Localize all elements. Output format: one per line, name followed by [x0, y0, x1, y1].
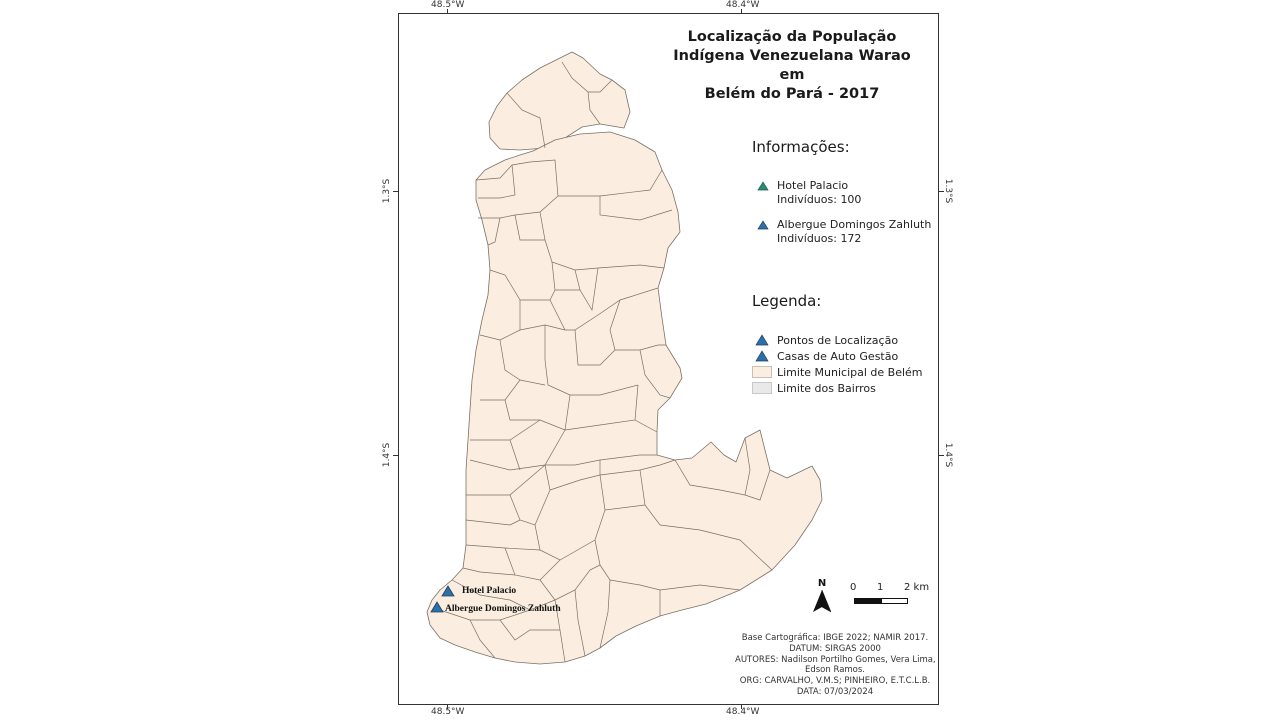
graticule-label-top-lon2: 48.4°W: [726, 0, 760, 10]
north-letter: N: [817, 578, 827, 589]
triangle-blue-icon: [757, 220, 769, 230]
info-item-count: Indivíduos: 100: [777, 193, 862, 206]
map-title-line: Indígena Venezuelana Warao em: [673, 48, 911, 83]
map-title-line: Localização da População: [687, 29, 897, 45]
north-arrow: [810, 578, 834, 614]
info-item-count: Indivíduos: 172: [777, 232, 862, 245]
info-item-name: Hotel Palacio: [777, 179, 849, 192]
credit-line: DATUM: SIRGAS 2000: [789, 643, 881, 654]
credit-line: AUTORES: Nadilson Portilho Gomes, Vera Lima,: [735, 654, 936, 665]
triangle-teal-icon: [757, 181, 769, 191]
map-credits: [735, 633, 935, 698]
legend-item-casas: [752, 349, 898, 363]
beige-swatch-icon: [752, 366, 772, 378]
info-item-hotel: [777, 179, 861, 207]
info-heading: Informações:: [752, 138, 850, 156]
credit-line: DATA: 07/03/2024: [796, 686, 874, 697]
triangle-blue-icon: [752, 334, 772, 346]
scale-segment-dark: [854, 598, 881, 604]
grey-swatch-icon: [752, 382, 772, 394]
scale-bar: [850, 580, 940, 610]
scale-tick-0: 0: [850, 582, 857, 593]
map-title-line: Belém do Pará - 2017: [704, 86, 880, 102]
graticule-label-bottom-lon1: 48.5°W: [431, 707, 465, 717]
legend-item-pontos: [752, 333, 898, 347]
legend-item-label: Casas de Auto Gestão: [777, 349, 899, 363]
legend-item-limite-bairros: [752, 381, 876, 395]
legend-item-label: Limite Municipal de Belém: [777, 365, 923, 379]
graticule-label-right-lat1: 1.3°S: [943, 178, 953, 204]
scale-tick-2: 2 km: [904, 582, 930, 593]
legend-item-limite-municipal: [752, 365, 923, 379]
legend-item-label: Pontos de Localização: [777, 333, 899, 347]
scale-segment-light: [881, 598, 908, 604]
credit-line: Base Cartográfica: IBGE 2022; NAMIR 2017.: [741, 633, 929, 643]
graticule-label-left-lat1: 1.3°S: [382, 178, 392, 204]
north-arrow-icon: [810, 590, 834, 614]
point-label-albergue: Albergue Domingos Zahluth: [445, 604, 561, 614]
point-label-hotel-palacio: Hotel Palacio: [462, 586, 517, 596]
info-item-albergue: [777, 218, 931, 246]
triangle-blue-icon: [752, 350, 772, 362]
graticule-label-top-lon1: 48.5°W: [431, 0, 465, 10]
mainland: [427, 132, 822, 664]
graticule-label-right-lat2: 1.4°S: [943, 442, 953, 468]
legend-item-label: Limite dos Bairros: [777, 381, 876, 395]
graticule-label-left-lat2: 1.4°S: [382, 442, 392, 468]
legend-heading: Legenda:: [752, 292, 822, 310]
credit-line: ORG: CARVALHO, V.M.S; PINHEIRO, E.T.C.L.B.: [739, 676, 931, 687]
graticule-label-bottom-lon2: 48.4°W: [726, 707, 760, 717]
map-title: [672, 28, 912, 104]
credit-line: Edson Ramos.: [804, 665, 866, 676]
info-item-name: Albergue Domingos Zahluth: [777, 218, 932, 231]
scale-tick-1: 1: [877, 582, 884, 593]
